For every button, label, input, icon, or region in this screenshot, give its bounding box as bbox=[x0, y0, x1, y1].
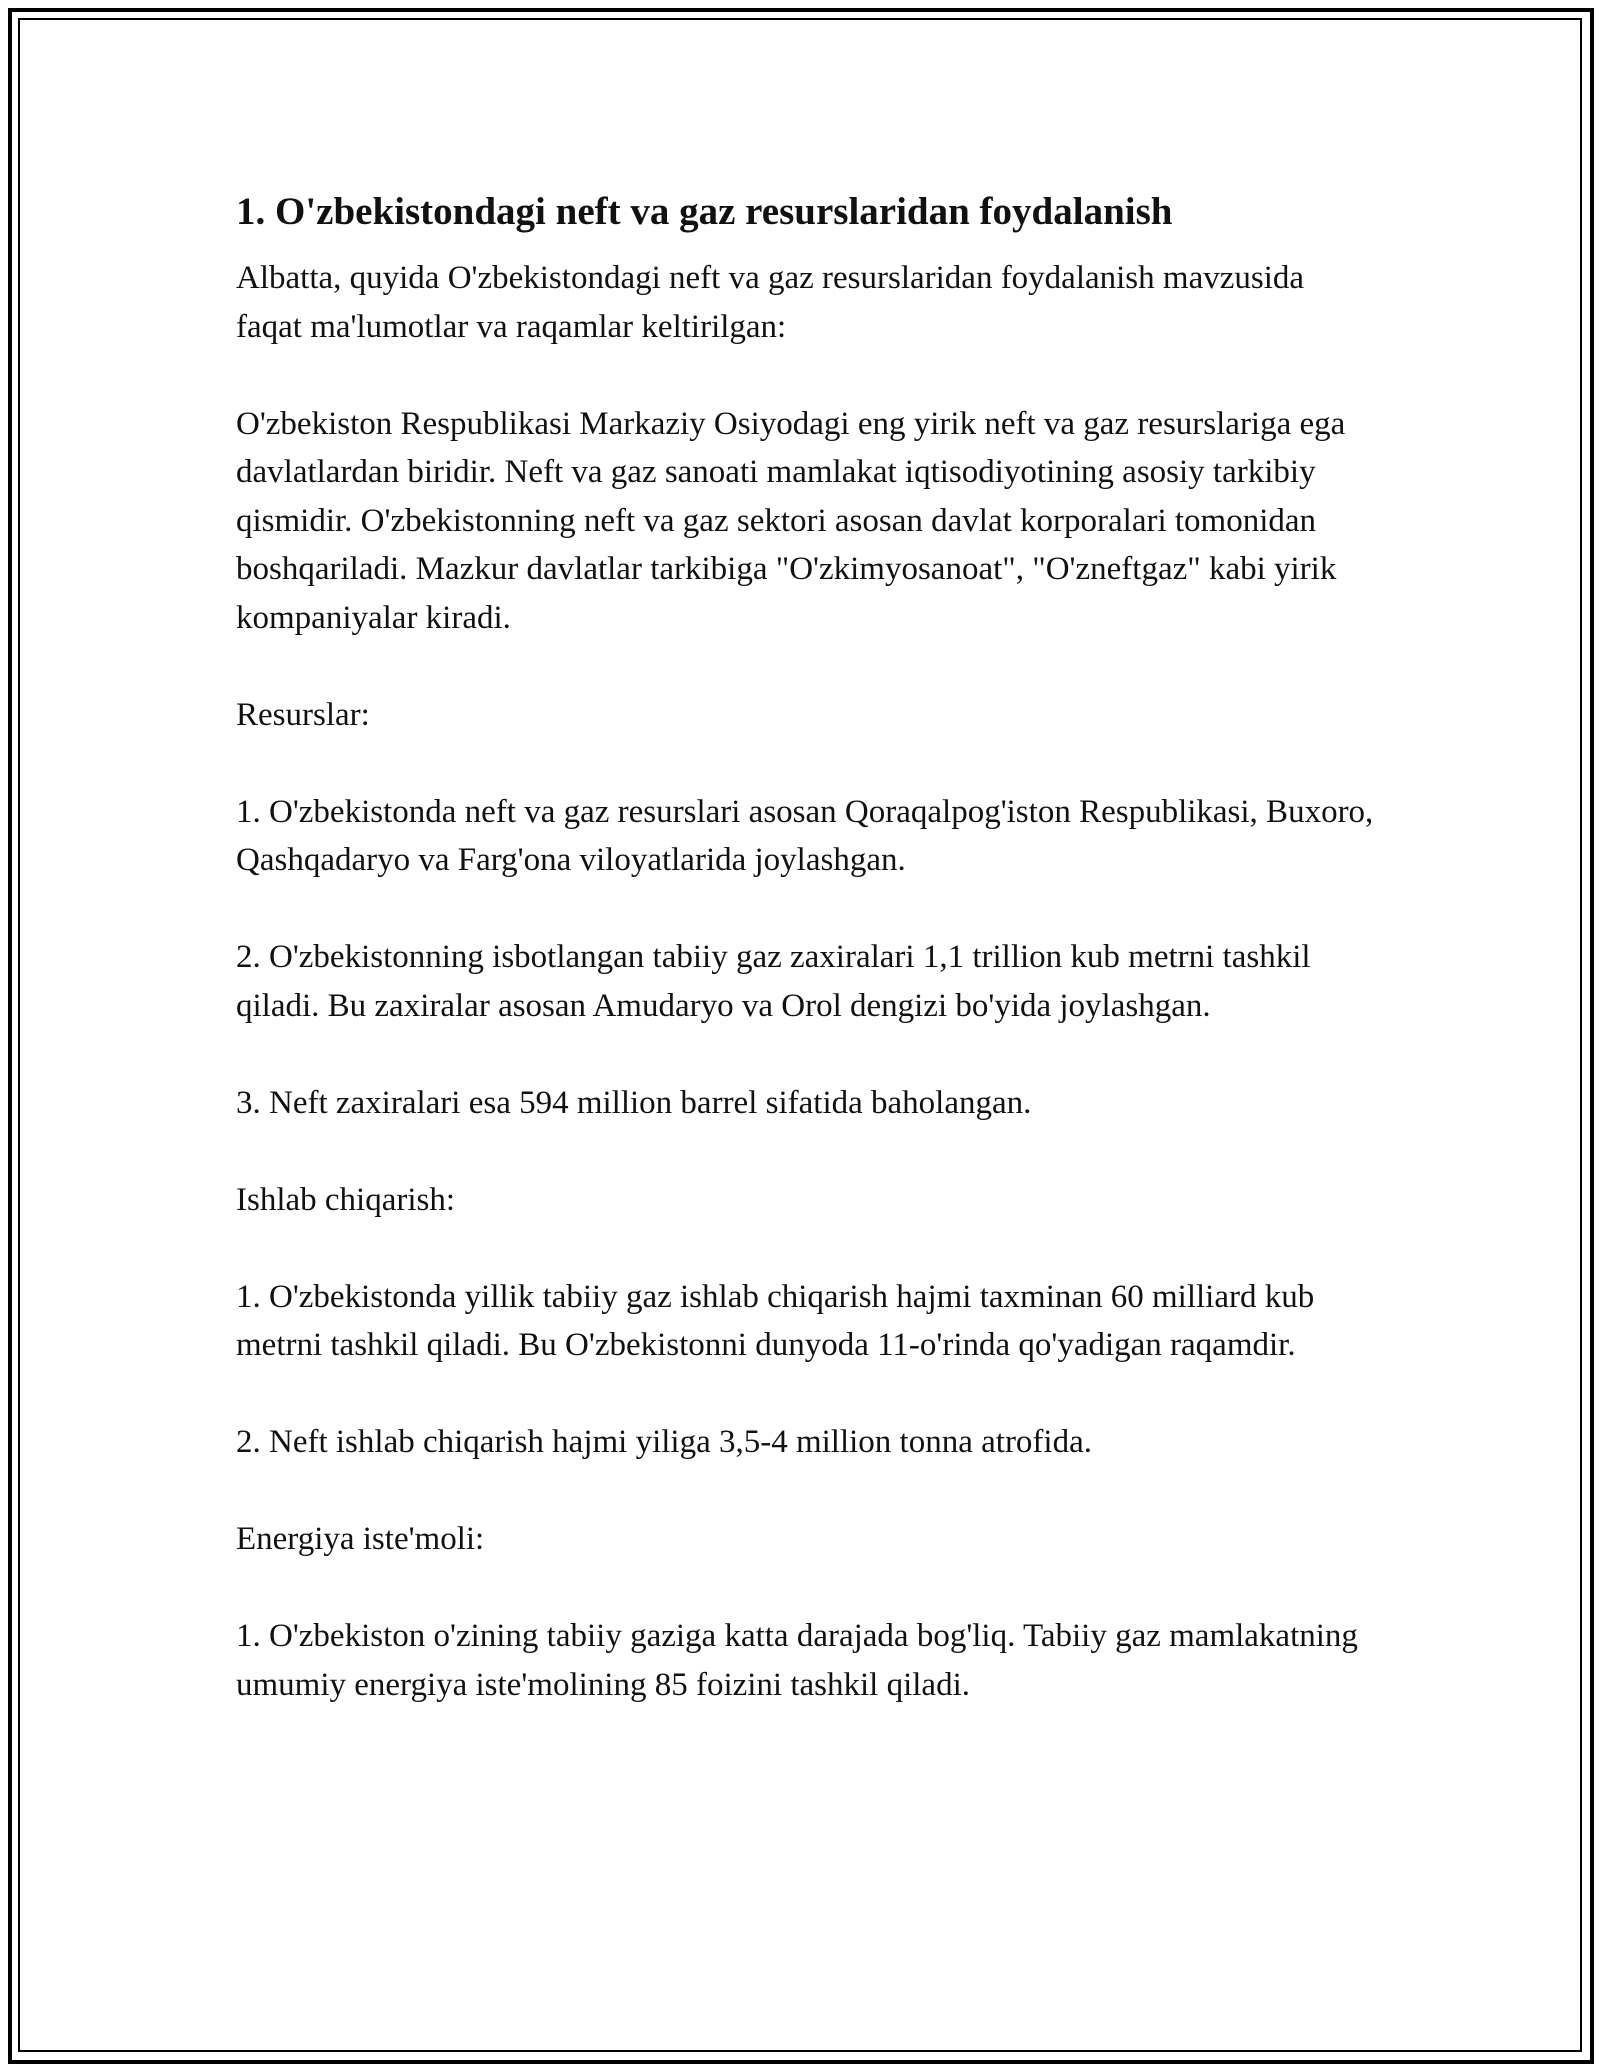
list-item: 2. Neft ishlab chiqarish hajmi yiliga 3,5-4 million tonna atrofida. bbox=[236, 1424, 1092, 1460]
section-heading-energy: Energiya iste'moli: bbox=[236, 1521, 485, 1557]
list-item: 2. O'zbekistonning isbotlangan tabiiy gaz zaxiralari 1,1 trillion kub metrni tashkil qiladi. Bu zaxiralar asosan Amudaryo va Orol dengizi bo'yida joylashgan. bbox=[236, 939, 1311, 1024]
section-heading-resources: Resurslar: bbox=[236, 696, 370, 733]
document-title: 1. O'zbekistondagi neft va gaz resurslaridan foydalanish bbox=[236, 190, 1173, 233]
section-heading-production: Ishlab chiqarish: bbox=[236, 1181, 456, 1218]
list-item: 1. O'zbekistonda neft va gaz resurslari asosan Qoraqalpog'iston Respublikasi, Buxoro, Qashqadaryo va Farg'ona viloyatlarida joylashgan. bbox=[236, 793, 1374, 878]
overview-paragraph: O'zbekiston Respublikasi Markaziy Osiyodagi eng yirik neft va gaz resurslariga ega davlatlardan biridir. Neft va gaz sanoati mamlakat iqtisodiyotining asosiy tarkibiy qismidir. O'zbekistonning neft va gaz sektori asosan davlat korporalari tomonidan boshqariladi. Mazkur davlatlar tarkibiga "O'zkimyosanoat", "O'zneftgaz" kabi yirik kompaniyalar kiradi. bbox=[236, 405, 1346, 636]
list-item: 1. O'zbekistonda yillik tabiiy gaz ishlab chiqarish hajmi taxminan 60 milliard kub metrni tashkil qiladi. Bu O'zbekistonni dunyoda 11-o'rinda qo'yadigan raqamdir. bbox=[236, 1278, 1315, 1363]
list-item: 3. Neft zaxiralari esa 594 million barrel sifatida baholangan. bbox=[236, 1084, 1032, 1121]
document-body bbox=[236, 188, 1376, 1758]
intro-paragraph: Albatta, quyida O'zbekistondagi neft va gaz resurslaridan foydalanish mavzusida faqat ma'lumotlar va raqamlar keltirilgan: bbox=[236, 260, 1305, 345]
list-item: 1. O'zbekiston o'zining tabiiy gaziga katta darajada bog'liq. Tabiiy gaz mamlakatning umumiy energiya iste'molining 85 foizini tashkil qiladi. bbox=[236, 1618, 1358, 1703]
